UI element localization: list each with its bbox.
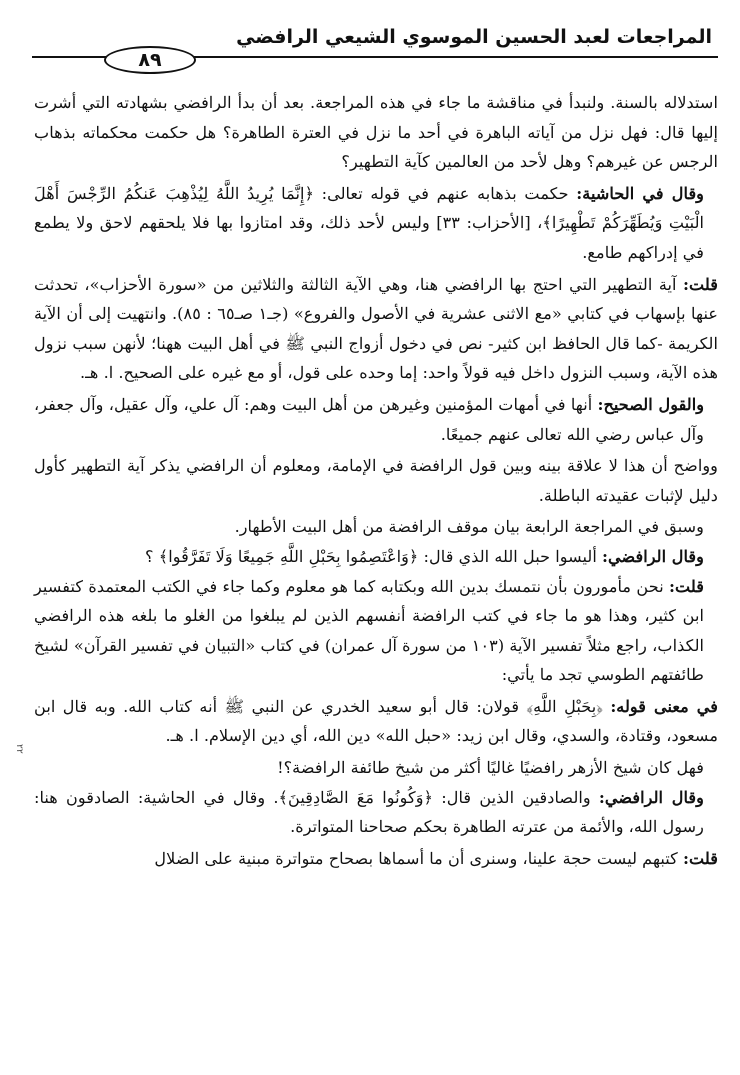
paragraph: قلت: كتبهم ليست حجة علينا، وسنرى أن ما أسماها بصحاح متواترة مبنية على الضلال — [154, 848, 718, 868]
paragraph-lead: قلت: — [683, 848, 718, 868]
paragraph-lead: في معنى قوله: — [610, 696, 718, 716]
paragraph-lead: وقال في الحاشية: — [576, 183, 704, 203]
header-title: المراجعات لعبد الحسين الموسوي الشيعي الرافضي — [236, 26, 712, 48]
paragraph-lead: والقول الصحيح: — [597, 394, 705, 414]
paragraph: وقال الرافضي: أليسوا حبل الله الذي قال: ﴿وَاعْتَصِمُوا بِحَبْلِ اللَّهِ جَمِيعًا وَلَا تَفَرَّقُوا﴾ ؟ — [145, 546, 704, 566]
page-number: ٨٩ — [104, 46, 196, 74]
body-text — [34, 88, 718, 873]
paragraph: قلت: آية التطهير التي احتج بها الرافضي هنا، وهي الآية الثالثة والثلاثين من «سورة الأحزاب»، تحدثت عنها بإسهاب في كتابي «مع الاثنى عشرية في الأصول والفروع» (جـ١ صـ٦٥ : ٨٥). وانتهيت إلى أن الآية الكريمة -كما قال الحافظ ابن كثير- نص في دخول أزواج النبي ﷺ في أهل البيت ههنا؛ لأنهن سبب نزول هذه الآية، وسبب النزول داخل فيه قولاً واحد: إما وحده على قول، أو مع غيره على الصحيح. ا. هـ. — [34, 274, 718, 383]
paragraph: وقال الرافضي: والصادقين الذين قال: ﴿وَكُونُوا مَعَ الصَّادِقِينَ﴾. وقال في الحاشية: الصادقون هنا: رسول الله، والأئمة من عترته الطاهرة بحكم صحاحنا المتواترة. — [34, 787, 704, 837]
margin-note: ٢٢ — [14, 744, 24, 754]
paragraph: وواضح أن هذا لا علاقة بينه وبين قول الرافضة في الإمامة، ومعلوم أن الرافضي يذكر آية التطهير كأول دليل لإثبات عقيدته الباطلة. — [34, 456, 719, 505]
paragraph-lead: وقال الرافضي: — [602, 546, 704, 566]
paragraph-lead: قلت: — [683, 274, 718, 294]
paragraph: والقول الصحيح: أنها في أمهات المؤمنين وغيرهن من أهل البيت وهم: آل علي، وآل عقيل، وآل جعفر، وآل عباس رضي الله تعالى عنهم جميعًا. — [34, 394, 705, 444]
running-header — [32, 22, 718, 71]
paragraph: وقال في الحاشية: حكمت بذهابه عنهم في قوله تعالى: ﴿إِنَّمَا يُرِيدُ اللَّهُ لِيُذْهِبَ عَنكُمُ الرِّجْسَ أَهْلَ الْبَيْتِ وَيُطَهِّرَكُمْ تَطْهِيرًا﴾، [الأحزاب: ٣٣] وليس لأحد ذلك، وقد امتازوا بها فلا يلحقهم لاحق ولا يطمع في إدراكهم طامع. — [34, 183, 704, 262]
paragraph: في معنى قوله: ﴿بِحَبْلِ اللَّهِ﴾ قولان: قال أبو سعيد الخدري عن النبي ﷺ أنه كتاب الله. وبه قال ابن مسعود، وقتادة، والسدي، وقال ابن زيد: «حبل الله» دين الله، أي دين الإسلام. ا. هـ. — [34, 696, 718, 746]
paragraph: وسبق في المراجعة الرابعة بيان موقف الرافضة من أهل البيت الأطهار. — [234, 517, 704, 537]
paragraph: استدلاله بالسنة. ولنبدأ في مناقشة ما جاء في هذه المراجعة. بعد أن بدأ الرافضي بشهادته التي أشرت إليها قال: فهل نزل من آياته الباهرة في أحد ما نزل في العترة الطاهرة؟ هل حكمت محكماته بذهاب الرجس عن غيرهم؟ وهل لأحد من العالمين كآية التطهير؟ — [34, 93, 718, 172]
paragraph: قلت: نحن مأمورون بأن نتمسك بدين الله وبكتابه كما هو معلوم وكما جاء في الكتب المعتمدة كتفسير ابن كثير، وهذا هو ما جاء في كتب الرافضة أنفسهم الذين لم يبلغوا من الغلو ما بلغه هذه الرافضي الكذاب، راجع مثلاً تفسير الآية (١٠٣ من سورة آل عمران) في كتاب «التبيان في تفسير القرآن» لشيخ طائفتهم الطوسي تجد ما يأتي: — [34, 576, 704, 685]
paragraph-lead: قلت: — [669, 576, 704, 596]
paragraph-lead: وقال الرافضي: — [598, 787, 704, 807]
paragraph: فهل كان شيخ الأزهر رافضيًا غاليًا أكثر من شيخ طائفة الرافضة؟! — [277, 758, 704, 778]
